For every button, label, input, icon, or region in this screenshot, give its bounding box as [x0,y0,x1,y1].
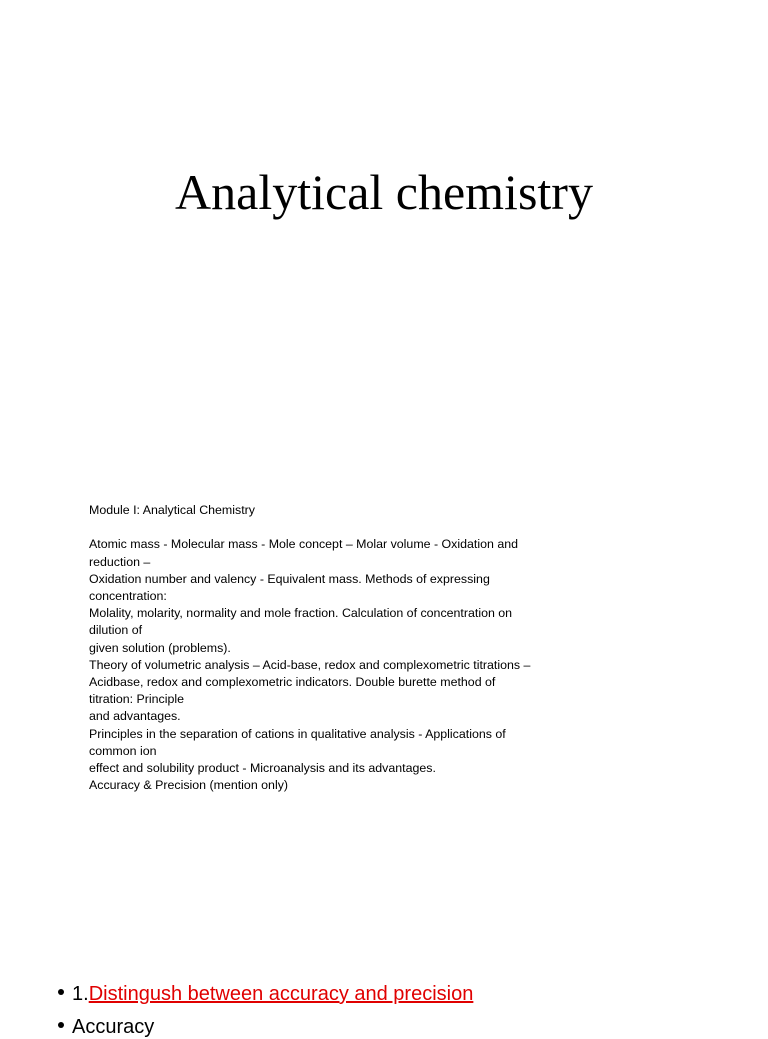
question-number: 1. [72,983,89,1005]
syllabus-line: common ion [89,743,157,758]
next-item-text: Accuracy [72,1016,155,1038]
syllabus-line: Acidbase, redox and complexometric indicators. Double burette method of [89,675,496,690]
question-link[interactable]: Distingush between accuracy and precision [88,983,474,1005]
syllabus-line: Accuracy & Precision (mention only) [89,778,289,793]
syllabus-line: given solution (problems). [89,640,231,655]
syllabus-line: dilution of [89,623,143,638]
syllabus-line: and advantages. [89,709,181,724]
syllabus-line: Theory of volumetric analysis – Acid-base, redox and complexometric titrations – [89,657,531,672]
next-list-item [58,1016,154,1039]
syllabus-line: concentration: [89,589,167,603]
syllabus-line: reduction – [89,554,151,569]
syllabus-line: Principles in the separation of cations in qualitative analysis - Applications of [89,726,506,741]
syllabus-line: Atomic mass - Molecular mass - Mole concept – Molar volume - Oxidation and [89,537,519,552]
syllabus-line: titration: Principle [89,692,185,707]
module-heading: Module I: Analytical Chemistry [89,503,255,517]
document-title: Analytical chemistry [175,164,593,220]
syllabus-line: effect and solubility product - Microanalysis and its advantages. [89,761,436,776]
bullet-icon [58,1022,64,1028]
syllabus-line: Molality, molarity, normality and mole fraction. Calculation of concentration on [89,606,513,621]
question-list-item [58,983,473,1006]
bullet-icon [58,989,64,995]
syllabus-block [89,502,569,794]
syllabus-line: Oxidation number and valency - Equivalent mass. Methods of expressing [89,571,490,586]
